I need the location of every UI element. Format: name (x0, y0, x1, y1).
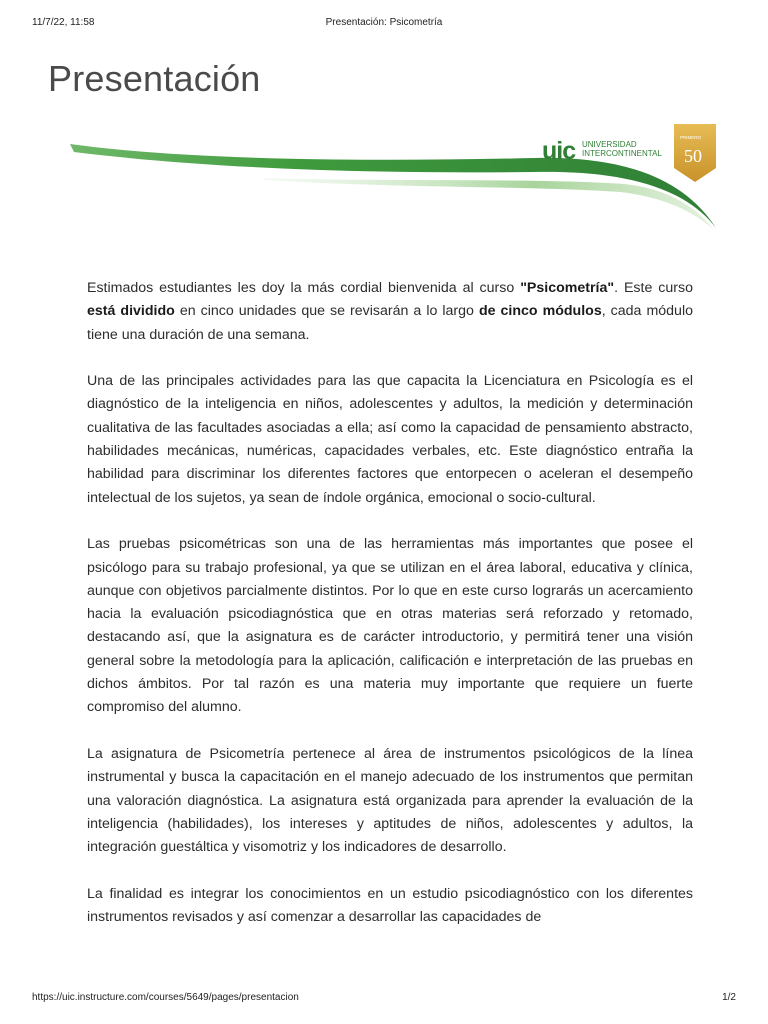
welcome-text-4: , cada módulo tiene una duración de una semana. (87, 303, 693, 343)
welcome-text-1: Estimados estudiantes les doy la más cordial bienvenida al curso (87, 280, 521, 296)
badge-number: 50 (684, 146, 702, 166)
uic-logo (542, 137, 662, 165)
print-page-number: 1/2 (722, 992, 736, 1003)
print-doc-title: Presentación: Psicometría (325, 17, 443, 28)
welcome-text-2: . Este curso (614, 280, 693, 296)
paragraph-activities: Una de las principales actividades para las que capacita la Licenciatura en Psicología es el diagnóstico de la inteligencia en niños, adolescentes y adultos, la medición y determinación cualitativa de las facultades asociadas a ella; así como la capacidad de pensamiento abstracto, habilidades mecánicas, numéricas, capacidades verbales, etc. Este diagnóstico entraña la habilidad para discriminar los diferentes factores que entorpecen o aceleran el desempeño intelectual de los sujetos, ya sean de índole orgánica, emocional o socio-cultural. (87, 373, 693, 506)
badge-top-text: PRIMERO (680, 135, 702, 140)
paragraph-tests: Las pruebas psicométricas son una de las herramientas más importantes que posee el psicólogo para su trabajo profesional, ya que se utilizan en el área laboral, educativa y clínica, aunque con objetivos parcialmente distintos. Por lo que en este curso lograrás un acercamiento hacia la evaluación psicodiagnóstica que en otras materias será reforzado y retomado, destacando así, que la asignatura es de carácter introductorio, y permitirá tener una visión general sobre la metodología para la aplicación, calificación e interpretación de las pruebas en dichos ámbitos. Por tal razón es una materia muy importante que requiere un fuerte compromiso del alumno. (87, 536, 693, 716)
bold-divided: está dividido (87, 303, 175, 320)
uic-logo-letters: uic (542, 137, 576, 165)
print-header (0, 17, 768, 31)
university-line2: INTERCONTINENTAL (582, 149, 662, 158)
page-content (87, 277, 693, 953)
uic-banner (64, 118, 720, 234)
print-footer (0, 992, 768, 1006)
paragraph-subject: La asignatura de Psicometría pertenece al área de instrumentos psicológicos de la línea instrumental y busca la capacitación en el manejo adecuado de los instrumentos que permitan una valoración diagnóstica. La asignatura está organizada para aprender la evaluación de la inteligencia (habilidades), los intereses y aptitudes de niños, adolescentes y adultos, la integración guestáltica y visomotriz y los indicadores de desarrollo. (87, 745, 693, 856)
print-url: https://uic.instructure.com/courses/5649/pages/presentacion (32, 992, 299, 1003)
welcome-text-3: en cinco unidades que se revisarán a lo largo (174, 303, 479, 320)
anniversary-badge (674, 124, 716, 182)
light-swoosh (264, 178, 714, 230)
page-title: Presentación (48, 58, 261, 99)
paragraph-welcome (87, 277, 693, 347)
course-name: "Psicometría" (520, 280, 615, 296)
bold-modules: de cinco módulos (478, 303, 602, 320)
print-datetime: 11/7/22, 11:58 (32, 17, 95, 28)
paragraph-purpose: La finalidad es integrar los conocimientos en un estudio psicodiagnóstico con los diferentes instrumentos revisados y así comenzar a desarrollar las capacidades de (87, 885, 693, 926)
university-line1: UNIVERSIDAD (582, 140, 637, 149)
banner-graphic (64, 118, 720, 234)
